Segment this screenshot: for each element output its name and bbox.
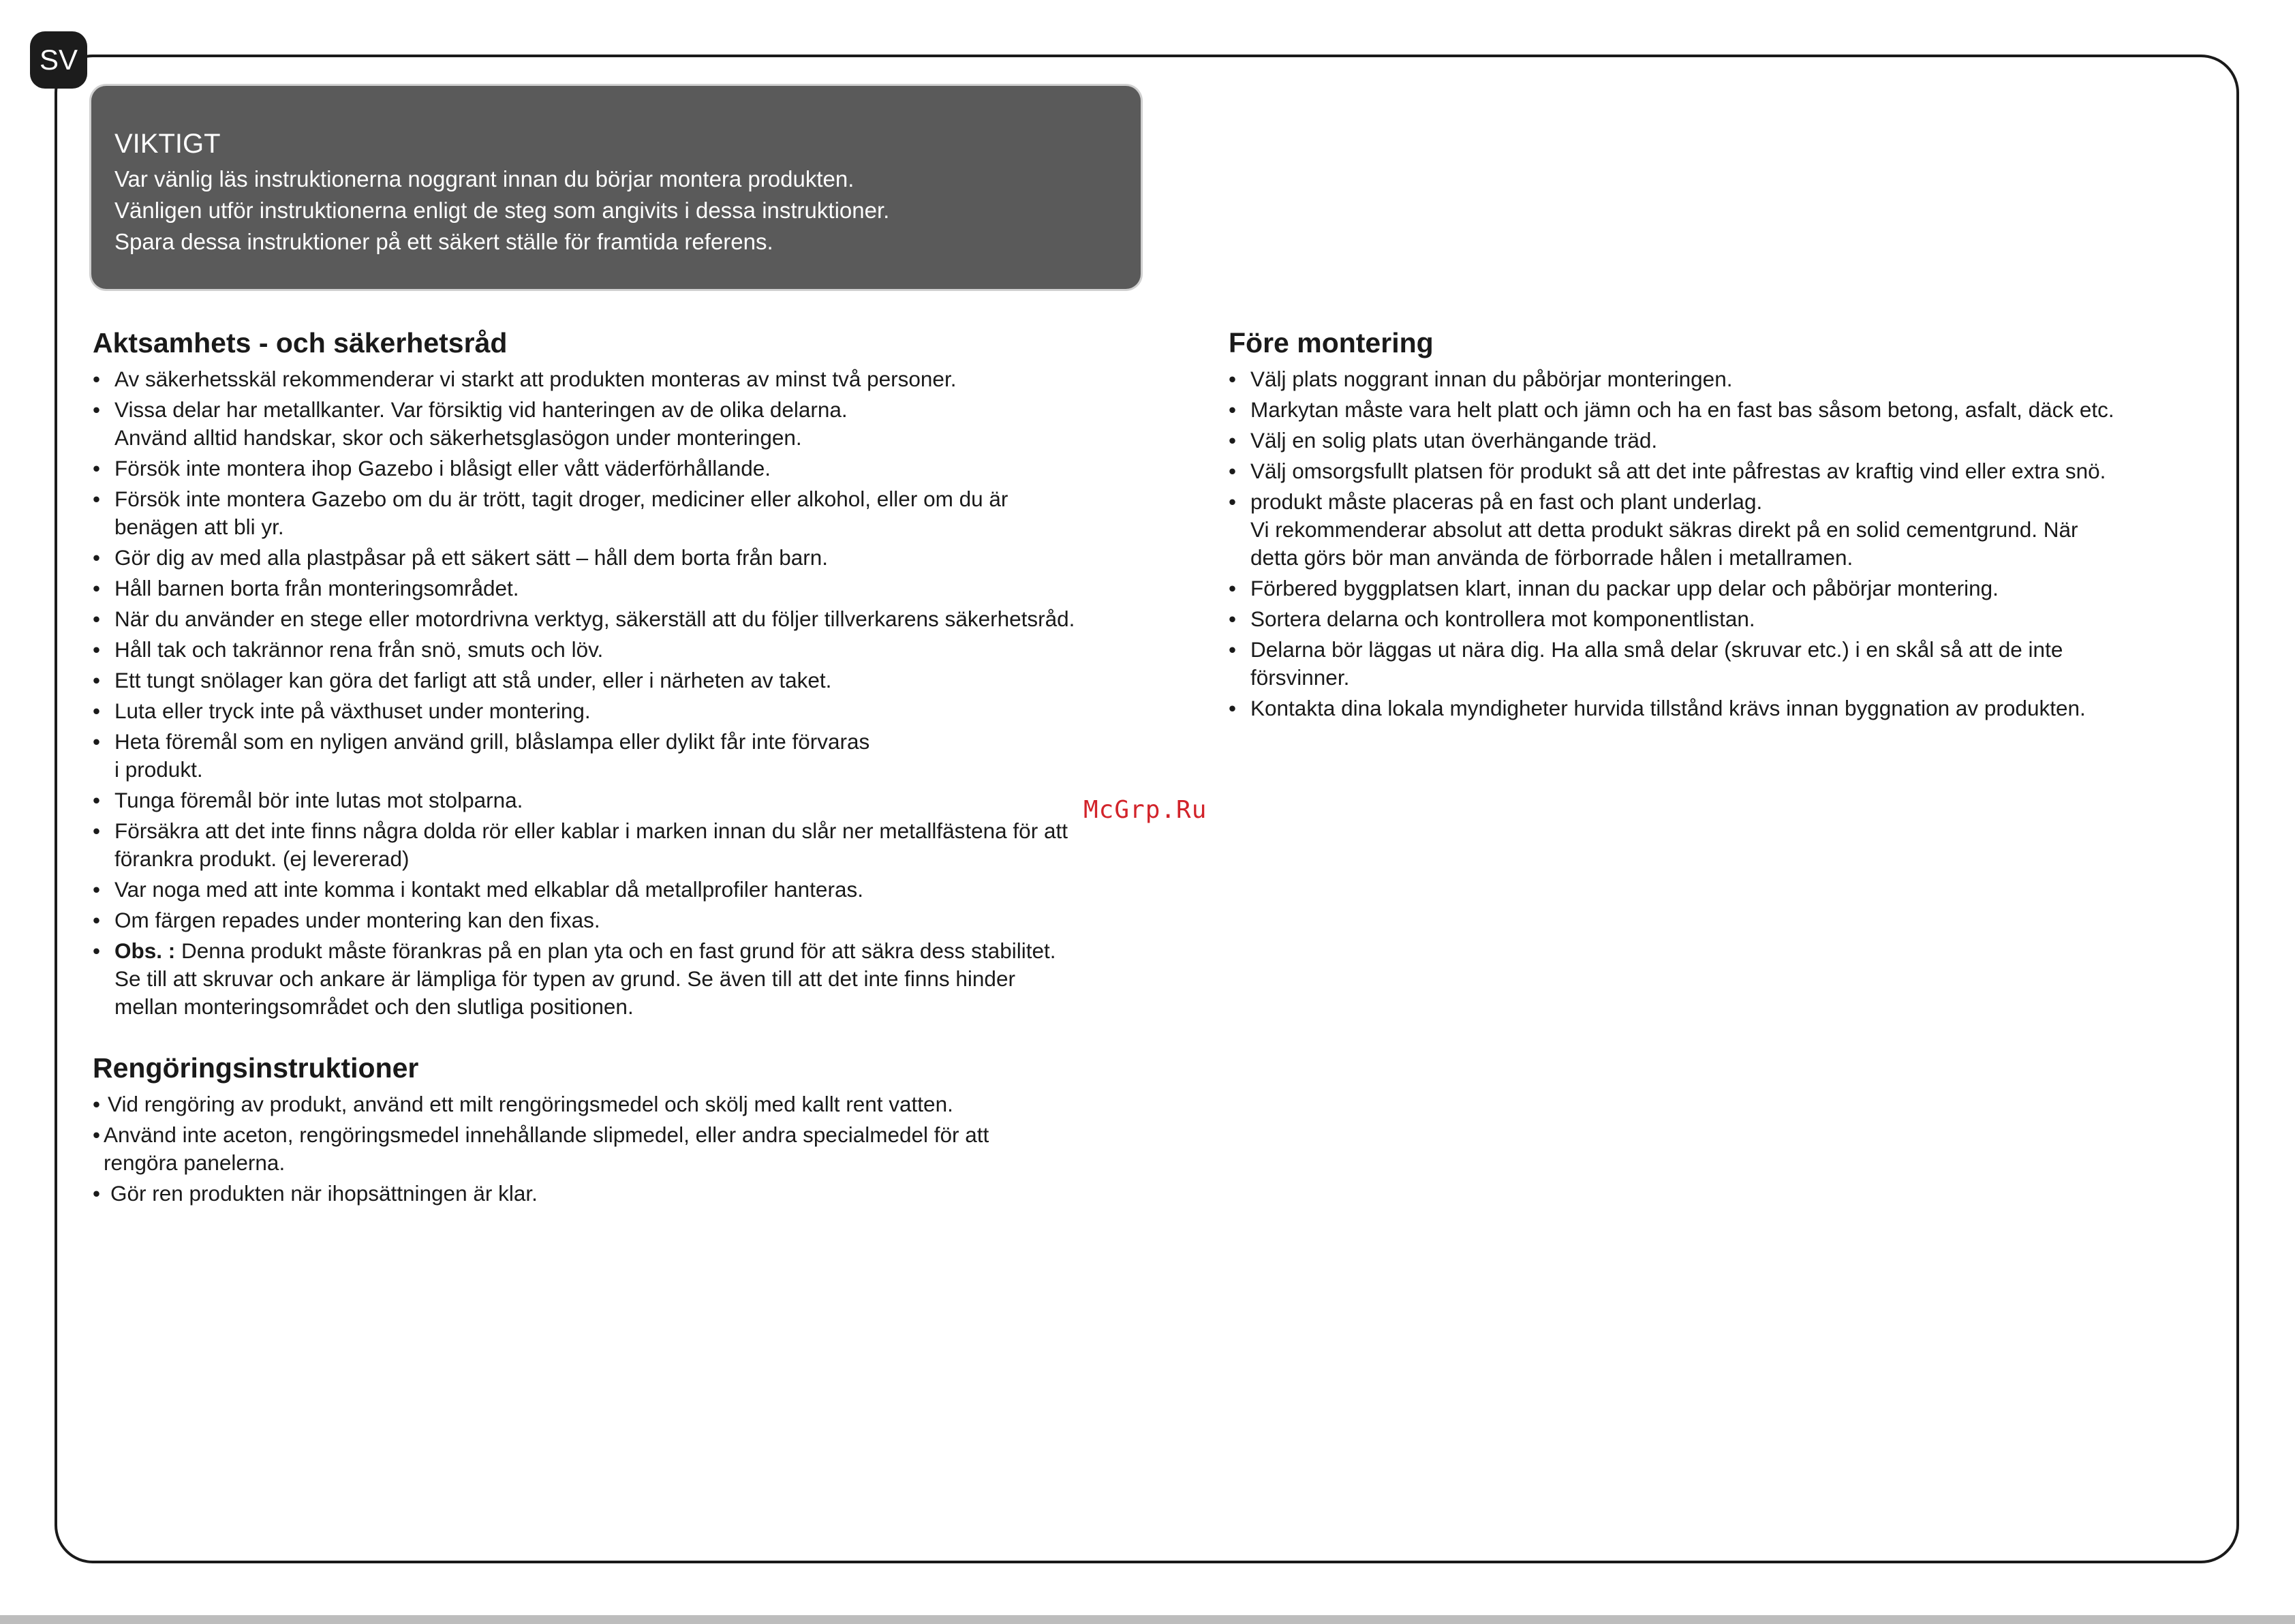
list-item: • Ett tungt snölager kan göra det farligt att stå under, eller i närheten av taket. [93, 667, 1176, 694]
notice-line: Vänligen utför instruktionerna enligt de steg som angivits i dessa instruktioner. [114, 198, 890, 223]
obs-label: Obs. : [114, 938, 176, 963]
list-item: • Luta eller tryck inte på växthuset under montering. [93, 697, 1176, 725]
bullet-icon: • [93, 668, 101, 692]
list-item: • Av säkerhetsskäl rekommenderar vi starkt att produkten monteras av minst två personer. [93, 365, 1176, 393]
bullet-icon: • [93, 637, 101, 662]
notice-line: Var vänlig läs instruktionerna noggrant innan du börjar montera produkten. [114, 166, 854, 191]
obs-note [93, 937, 1176, 1021]
list-item: • Använd inte aceton, rengöringsmedel innehållande slipmedel, eller andra specialmedel för att rengöra panelerna. [93, 1122, 989, 1175]
bullet-icon: • [93, 456, 101, 480]
watermark-text: McGrp.Ru [1083, 796, 1207, 824]
cleaning-heading: Rengöringsinstruktioner [93, 1052, 419, 1084]
bullet-icon: • [93, 788, 101, 812]
bullet-icon: • [93, 818, 101, 843]
bullet-icon: • [93, 938, 101, 963]
list-item: • Välj omsorgsfullt platsen för produkt så att det inte påfrestas av kraftig vind eller extra snö. [1229, 457, 2210, 485]
list-item: • Vissa delar har metallkanter. Var försiktig vid hanteringen av de olika delarna. Använd alltid handskar, skor och säkerhetsglasögon under monteringen. [93, 397, 848, 450]
list-item: • Heta föremål som en nyligen använd grill, blåslampa eller dylikt får inte förvaras i produkt. [93, 729, 870, 782]
language-code: SV [39, 44, 78, 76]
list-item: • Var noga med att inte komma i kontakt med elkablar då metallprofiler hanteras. [93, 876, 1176, 904]
bullet-icon: • [93, 877, 101, 902]
notice-title: VIKTIGT [114, 129, 221, 159]
list-item: • Gör ren produkten när ihopsättningen är klar. [93, 1180, 1176, 1208]
bottom-bar [0, 1615, 2295, 1624]
list-item: • Kontakta dina lokala myndigheter hurvida tillstånd krävs innan byggnation av produkten. [1229, 694, 2210, 722]
safety-list [93, 365, 1176, 1021]
list-item: • Försök inte montera ihop Gazebo i blåsigt eller vått väderförhållande. [93, 455, 1176, 482]
bullet-icon: • [93, 397, 101, 422]
notice-line: Spara dessa instruktioner på ett säkert ställe för framtida referens. [114, 229, 773, 254]
important-notice-box [91, 86, 1141, 289]
bullet-icon: • [1229, 428, 1237, 453]
list-item: • Om färgen repades under montering kan den fixas. [93, 906, 1176, 934]
bullet-icon: • [1229, 397, 1237, 422]
language-tab [30, 31, 87, 89]
bullet-icon: • [93, 1122, 101, 1147]
list-item: • Vid rengöring av produkt, använd ett milt rengöringsmedel och skölj med kallt rent vatten. [93, 1090, 1176, 1118]
bullet-icon: • [93, 487, 101, 511]
bullet-icon: • [93, 908, 101, 932]
bullet-icon: • [93, 576, 101, 600]
bullet-icon: • [93, 1181, 101, 1206]
before-assembly-list [1229, 365, 2210, 722]
list-item: • Välj en solig plats utan överhängande träd. [1229, 427, 2210, 455]
bullet-icon: • [1229, 489, 1237, 514]
bullet-icon: • [93, 367, 101, 391]
list-item: • produkt måste placeras på en fast och plant underlag. Vi rekommenderar absolut att detta produkt säkras direkt på en solid cementgrund. När detta görs bör man använda de förborrade hålen i metallramen. [1229, 489, 2078, 570]
bullet-icon: • [1229, 696, 1237, 720]
obs-text: Denna produkt måste förankras på en plan yta och en fast grund för att säkra dess stabilitet. Se till att skruvar och ankare är lämpliga för typen av grund. Se även till att det inte finns hinder mellan monteringsområdet och den slutliga positionen. [114, 938, 1056, 1019]
bullet-icon: • [93, 1092, 101, 1116]
list-item: • Tunga föremål bör inte lutas mot stolparna. [93, 786, 1176, 814]
right-column [1229, 323, 2210, 725]
safety-heading: Aktsamhets - och säkerhetsråd [93, 327, 508, 358]
list-item: • När du använder en stege eller motordrivna verktyg, säkerställ att du följer tillverkarens säkerhetsråd. [93, 605, 1176, 633]
before-assembly-heading: Före montering [1229, 327, 1434, 358]
left-column [93, 323, 1176, 1210]
cleaning-list [93, 1090, 1176, 1208]
list-item: • Sortera delarna och kontrollera mot komponentlistan. [1229, 605, 2210, 633]
list-item: • Försäkra att det inte finns några dolda rör eller kablar i marken innan du slår ner metallfästena för att förankra produkt. (ej levererad) [93, 818, 1068, 871]
bullet-icon: • [1229, 607, 1237, 631]
list-item: • Förbered byggplatsen klart, innan du packar upp delar och påbörjar montering. [1229, 574, 2210, 602]
bullet-icon: • [1229, 637, 1237, 662]
bullet-icon: • [93, 545, 101, 570]
bullet-icon: • [1229, 576, 1237, 600]
list-item: • Håll tak och takrännor rena från snö, smuts och löv. [93, 636, 1176, 664]
list-item: • Försök inte montera Gazebo om du är trött, tagit droger, mediciner eller alkohol, eller om du är benägen att bli yr. [93, 487, 1008, 539]
bullet-icon: • [93, 607, 101, 631]
list-item: • Delarna bör läggas ut nära dig. Ha alla små delar (skruvar etc.) i en skål så att de inte försvinner. [1229, 637, 2063, 690]
bullet-icon: • [1229, 459, 1237, 483]
list-item: • Håll barnen borta från monteringsområdet. [93, 574, 1176, 602]
list-item: • Gör dig av med alla plastpåsar på ett säkert sätt – håll dem borta från barn. [93, 544, 1176, 572]
list-item: • Välj plats noggrant innan du påbörjar monteringen. [1229, 365, 2210, 393]
bullet-icon: • [93, 729, 101, 754]
bullet-icon: • [1229, 367, 1237, 391]
bullet-icon: • [93, 699, 101, 723]
list-item: • Markytan måste vara helt platt och jämn och ha en fast bas såsom betong, asfalt, däck etc. [1229, 396, 2210, 424]
